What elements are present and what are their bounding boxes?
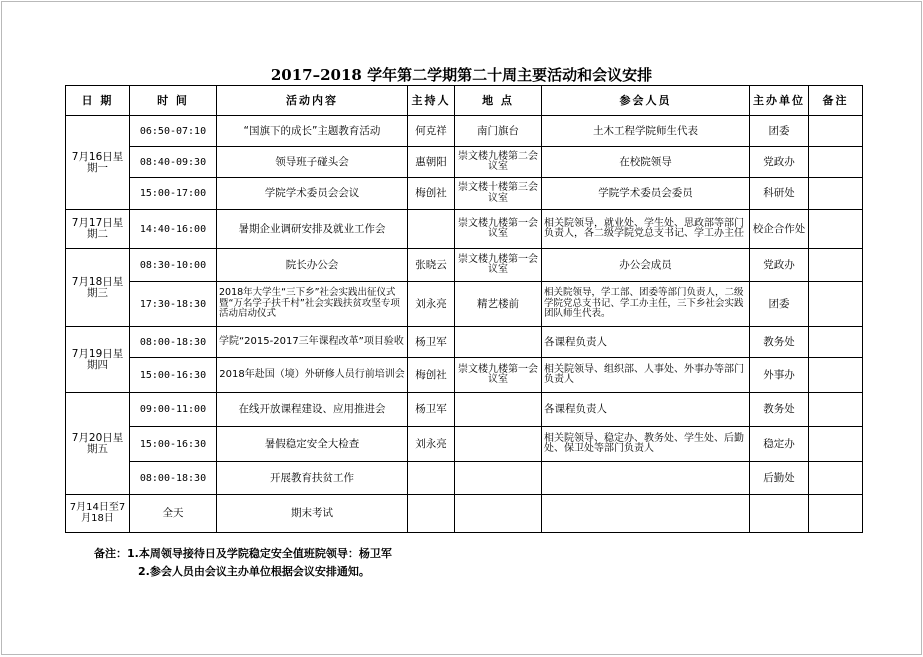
host-cell: 杨卫军	[408, 327, 455, 358]
location-cell: 精艺楼前	[455, 282, 542, 327]
table-row	[66, 210, 863, 249]
date-cell: 7月19日星期四	[66, 327, 130, 393]
time-cell: 08:40-09:30	[130, 147, 217, 178]
time-cell: 15:00-16:30	[130, 427, 217, 462]
table-row	[66, 427, 863, 462]
remarks-cell	[809, 393, 863, 427]
remarks-cell	[809, 427, 863, 462]
host-cell: 刘永亮	[408, 427, 455, 462]
table-row	[66, 327, 863, 358]
location-cell: 崇文楼九楼第一会议室	[455, 249, 542, 282]
organizer-cell: 外事办	[750, 358, 809, 393]
schedule-table	[65, 85, 863, 533]
time-cell: 06:50-07:10	[130, 116, 217, 147]
attendees-cell: 各课程负责人	[542, 327, 750, 358]
organizer-cell: 团委	[750, 116, 809, 147]
host-cell	[408, 462, 455, 495]
time-cell: 17:30-18:30	[130, 282, 217, 327]
date-cell: 7月14日至7月18日	[66, 495, 130, 533]
remarks-cell	[809, 495, 863, 533]
host-cell	[408, 210, 455, 249]
location-cell	[455, 427, 542, 462]
page-title: 2017–2018 学年第二学期第二十周主要活动和会议安排	[270, 66, 653, 84]
activity-cell: 在线开放课程建设、应用推进会	[217, 393, 408, 427]
table-row	[66, 495, 863, 533]
table-row	[66, 462, 863, 495]
organizer-cell: 团委	[750, 282, 809, 327]
table-row	[66, 178, 863, 210]
attendees-cell: 土木工程学院师生代表	[542, 116, 750, 147]
notes-block	[94, 545, 392, 581]
organizer-cell: 稳定办	[750, 427, 809, 462]
header-time: 时 间	[130, 86, 217, 116]
activity-cell: “国旗下的成长”主题教育活动	[217, 116, 408, 147]
header-host: 主持人	[408, 86, 455, 116]
activity-cell: 暑期企业调研安排及就业工作会	[217, 210, 408, 249]
remarks-cell	[809, 178, 863, 210]
host-cell: 刘永亮	[408, 282, 455, 327]
activity-cell: 暑假稳定安全大检查	[217, 427, 408, 462]
organizer-cell: 后勤处	[750, 462, 809, 495]
date-cell: 7月16日星期一	[66, 116, 130, 210]
date-cell: 7月17日星期二	[66, 210, 130, 249]
host-cell: 梅创社	[408, 178, 455, 210]
location-cell: 崇文楼九楼第一会议室	[455, 210, 542, 249]
header-organizer: 主办单位	[750, 86, 809, 116]
host-cell: 惠朝阳	[408, 147, 455, 178]
activity-cell: 开展教育扶贫工作	[217, 462, 408, 495]
organizer-cell: 科研处	[750, 178, 809, 210]
attendees-cell: 相关院领导、稳定办、教务处、学生处、后勤处、保卫处等部门负责人	[542, 427, 750, 462]
header-row	[66, 86, 863, 116]
organizer-cell: 党政办	[750, 147, 809, 178]
activity-cell: 2018年赴国（境）外研修人员行前培训会	[217, 358, 408, 393]
time-cell: 15:00-17:00	[130, 178, 217, 210]
location-cell: 崇文楼九楼第一会议室	[455, 358, 542, 393]
location-cell: 崇文楼十楼第三会议室	[455, 178, 542, 210]
activity-cell: 期末考试	[217, 495, 408, 533]
organizer-cell: 教务处	[750, 327, 809, 358]
activity-cell: 领导班子碰头会	[217, 147, 408, 178]
organizer-cell	[750, 495, 809, 533]
attendees-cell	[542, 462, 750, 495]
date-cell: 7月18日星期三	[66, 249, 130, 327]
time-cell: 08:00-18:30	[130, 462, 217, 495]
header-location: 地 点	[455, 86, 542, 116]
table-row	[66, 147, 863, 178]
host-cell: 何克祥	[408, 116, 455, 147]
host-cell: 杨卫军	[408, 393, 455, 427]
organizer-cell: 教务处	[750, 393, 809, 427]
location-cell: 南门旗台	[455, 116, 542, 147]
time-cell: 09:00-11:00	[130, 393, 217, 427]
remarks-cell	[809, 147, 863, 178]
header-date: 日 期	[66, 86, 130, 116]
remarks-cell	[809, 327, 863, 358]
table-row	[66, 249, 863, 282]
attendees-cell: 学院学术委员会委员	[542, 178, 750, 210]
host-cell: 张晓云	[408, 249, 455, 282]
attendees-cell: 相关院领导，就业处、学生处、思政部等部门负责人，各二级学院党总支书记、学工办主任	[542, 210, 750, 249]
time-cell: 08:30-10:00	[130, 249, 217, 282]
table-row	[66, 116, 863, 147]
date-cell: 7月20日星期五	[66, 393, 130, 495]
location-cell: 崇文楼九楼第二会议室	[455, 147, 542, 178]
table-row	[66, 393, 863, 427]
activity-cell: 院长办公会	[217, 249, 408, 282]
remarks-cell	[809, 249, 863, 282]
time-cell: 15:00-16:30	[130, 358, 217, 393]
header-activity: 活动内容	[217, 86, 408, 116]
table-row	[66, 358, 863, 393]
time-cell: 14:40-16:00	[130, 210, 217, 249]
location-cell	[455, 462, 542, 495]
table-row	[66, 282, 863, 327]
document-page	[1, 1, 922, 655]
note-line-1: 备注：1.本周领导接待日及学院稳定安全值班院领导：杨卫军	[94, 547, 392, 560]
remarks-cell	[809, 462, 863, 495]
note-line-2: 2.参会人员由会议主办单位根据会议安排通知。	[138, 565, 370, 578]
remarks-cell	[809, 116, 863, 147]
attendees-cell: 相关院领导，学工部、团委等部门负责人，二级学院党总支书记、学工办主任，三下乡社会实践团队师生代表。	[542, 282, 750, 327]
activity-cell: 2018年大学生“三下乡”社会实践出征仪式暨“万名学子扶千村”社会实践扶贫攻坚专项活动启动仪式	[217, 282, 408, 327]
time-cell: 全天	[130, 495, 217, 533]
header-attendees: 参会人员	[542, 86, 750, 116]
attendees-cell	[542, 495, 750, 533]
attendees-cell: 办公会成员	[542, 249, 750, 282]
location-cell	[455, 327, 542, 358]
activity-cell: 学院“2015-2017三年课程改革”项目验收	[217, 327, 408, 358]
activity-cell: 学院学术委员会会议	[217, 178, 408, 210]
location-cell	[455, 393, 542, 427]
attendees-cell: 各课程负责人	[542, 393, 750, 427]
attendees-cell: 相关院领导、组织部、人事处、外事办等部门负责人	[542, 358, 750, 393]
organizer-cell: 党政办	[750, 249, 809, 282]
host-cell: 梅创社	[408, 358, 455, 393]
attendees-cell: 在校院领导	[542, 147, 750, 178]
time-cell: 08:00-18:30	[130, 327, 217, 358]
remarks-cell	[809, 282, 863, 327]
remarks-cell	[809, 358, 863, 393]
organizer-cell: 校企合作处	[750, 210, 809, 249]
remarks-cell	[809, 210, 863, 249]
host-cell	[408, 495, 455, 533]
header-remarks: 备注	[809, 86, 863, 116]
location-cell	[455, 495, 542, 533]
